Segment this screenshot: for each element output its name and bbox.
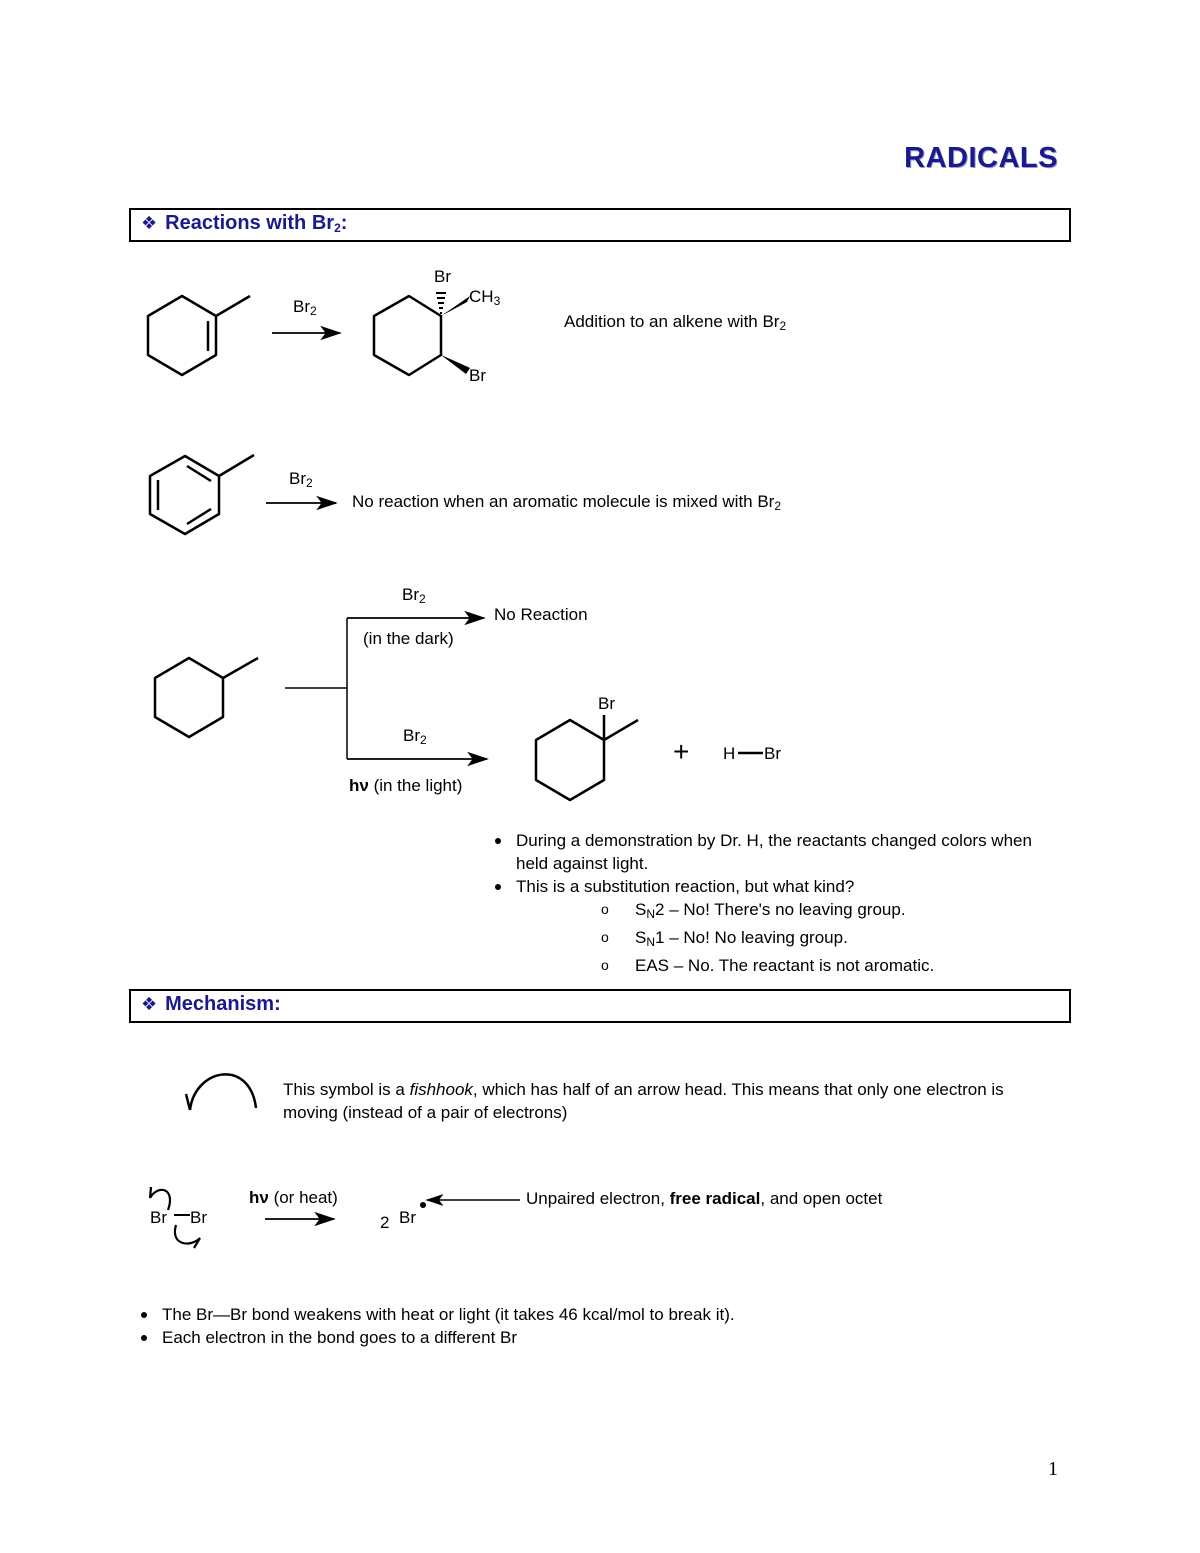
toluene-structure (150, 455, 254, 534)
diamond-bullet-icon: ❖ (141, 213, 158, 233)
radical-label: Unpaired electron, free radical, and open octet (526, 1189, 883, 1208)
condition-label: hν (in the light) (349, 776, 463, 795)
atom-label-br: Br (150, 1208, 167, 1227)
reagent-label: $Br_2$ (403, 726, 427, 747)
fishhook-icon (190, 1074, 256, 1110)
fishhook-arrow-top-icon (150, 1190, 170, 1210)
page-title: RADICALS (904, 142, 1058, 174)
reagent-label: $Br_2$ (402, 585, 426, 606)
atom-label-h: H (723, 744, 736, 763)
list-item: The Br—Br bond weakens with heat or light (it takes 46 kcal/mol to break it). (140, 1303, 1040, 1326)
list-item: o $S_N1$ – No! No leaving group. (601, 928, 848, 949)
radical-dot-icon (420, 1202, 426, 1208)
section-header-mechanism (129, 989, 1071, 1023)
reaction-note: Addition to an alkene with $Br_2$ (564, 312, 787, 333)
condition-label: hν (or heat) (249, 1188, 338, 1207)
wedge-bond (441, 296, 470, 316)
bromomethylcyclohexane-structure (536, 715, 638, 800)
reagent-label: $Br_2$ (293, 297, 317, 318)
diamond-bullet-icon: ❖ (141, 994, 158, 1014)
atom-label-br: Br (190, 1208, 207, 1227)
page-number: 1 (1048, 1458, 1058, 1480)
atom-label-br: Br (399, 1208, 416, 1227)
list-item: o $S_N2$ – No! There's no leaving group. (601, 900, 906, 921)
section-heading: Reactions with Br (165, 212, 335, 234)
reaction-note: No reaction when an aromatic molecule is mixed with $Br_2$ (352, 492, 782, 513)
list-item: During a demonstration by Dr. H, the reactants changed colors when held against light. (494, 829, 1034, 875)
methylcyclohexene-structure (148, 296, 250, 375)
branch-lines (285, 618, 347, 759)
reagent-label: $Br_2$ (289, 469, 313, 490)
plus-sign: + (673, 736, 690, 767)
coefficient: 2 (380, 1213, 390, 1232)
atom-label-ch3: $CH_3$ (469, 287, 501, 308)
atom-label-br: Br (764, 744, 781, 763)
methylcyclohexane-structure (155, 658, 258, 737)
list-item: o EAS – No. The reactant is not aromatic. (601, 956, 935, 975)
atom-label-br: Br (434, 267, 451, 286)
list-item: This is a substitution reaction, but what kind? (494, 875, 1034, 898)
condition-label: (in the dark) (363, 629, 454, 648)
section-header-reactions: ❖ Reactions with $Br_2$: (129, 208, 1071, 242)
section-heading: Mechanism: (165, 993, 281, 1015)
atom-label-br: Br (598, 694, 615, 713)
list-item: Each electron in the bond goes to a different Br (140, 1326, 1040, 1349)
dibromide-product-structure (374, 296, 441, 375)
result-label: No Reaction (494, 605, 588, 624)
fishhook-description: This symbol is a fishhook, which has half of an arrow head. This means that only one electron is moving (instead of a pair of electrons) (283, 1080, 1004, 1122)
atom-label-br: Br (469, 366, 486, 385)
mechanism-notes (140, 1303, 1040, 1349)
observations-list (494, 829, 1034, 977)
